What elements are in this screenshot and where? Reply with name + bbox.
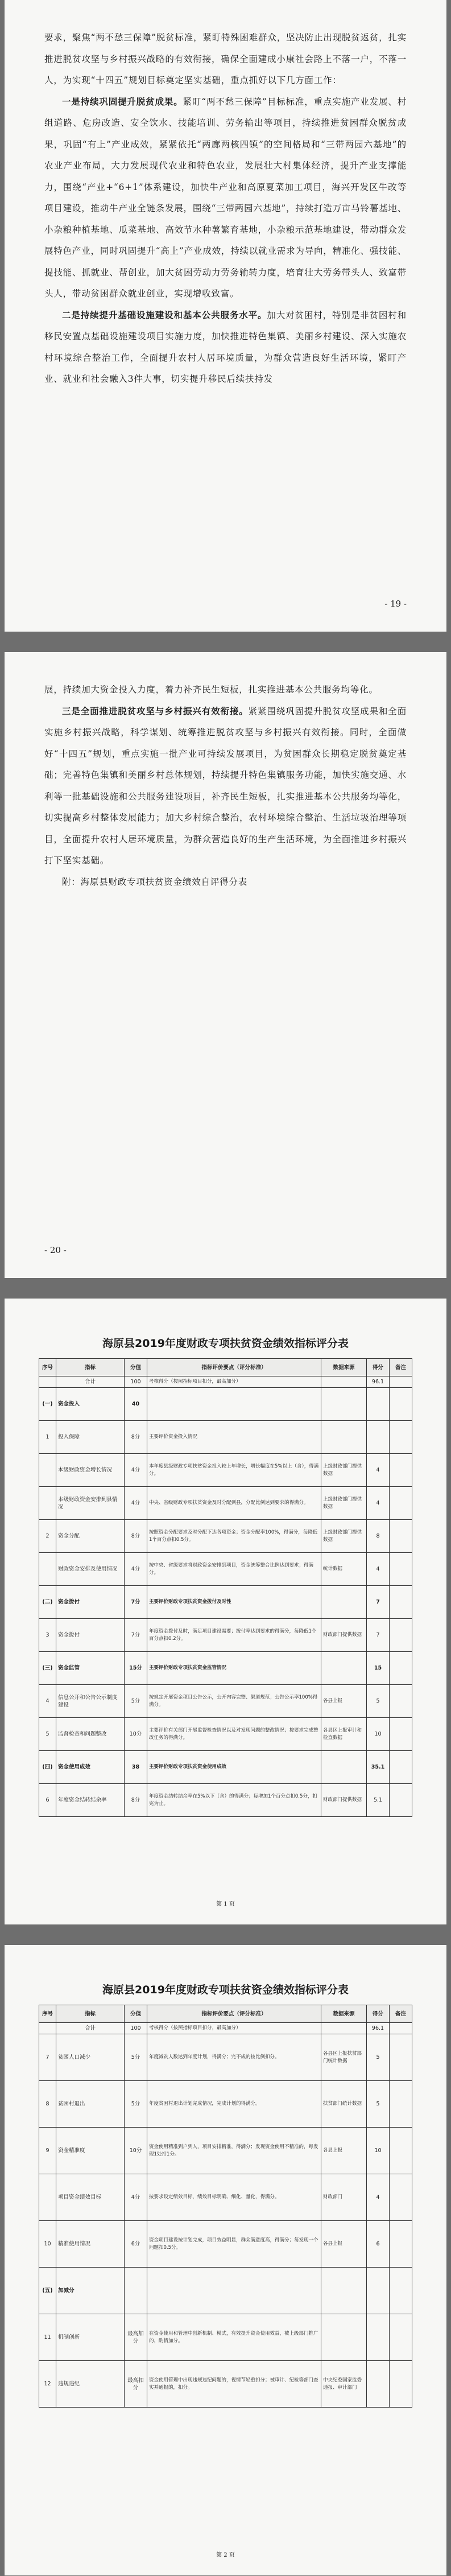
indicator-name: 资金分配 [56,1520,125,1553]
indicator-name: 年度资金结转结余率 [56,1784,125,1817]
score: 7 [367,1586,390,1619]
column-header: 序号 [39,1359,56,1376]
remark [390,1619,412,1652]
table-page-1 [5,1299,446,1924]
score: 7 [367,1619,390,1652]
indicator-name: 资金使用成效 [56,1751,125,1784]
table-row [39,2361,412,2408]
table-row [39,2081,412,2128]
table-row [39,2174,412,2221]
points [125,2268,147,2314]
score [367,2314,390,2361]
evaluation-criteria: 中央、省级财政专项扶贫资金及时分配到县，分配比例达到要求的得满分。 [147,1487,321,1520]
column-header: 分值 [125,1359,147,1376]
score [367,1421,390,1454]
data-source: 统计数据 [321,1553,367,1586]
row-number: 11 [39,2314,56,2361]
data-source [321,1421,367,1454]
table-title: 海原县2019年度财政专项扶贫资金绩效指标评分表 [102,1337,349,1350]
row-number [39,2174,56,2221]
total-points: 100 [125,2023,147,2034]
evaluation-criteria: 资金使用管理中出现违规违纪问题的，视情节轻重扣分；被审计、纪检等部门查实并通报的，扣分。 [147,2361,321,2408]
section-one-body: 紧盯“两不愁三保障”目标标准，重点实施产业发展、村组道路、危房改造、安全饮水、技能培训、劳务输出等项目，持续推进贫困群众脱贫成果，巩固“有上”产业成效，紧紧依托“两廊两核四镇”的空间格局和“三带两园六基地”的农业产业布局，大力发展现代农业和特色农业，发展壮大村集体经济，提升产业支撑能力，围绕“产业+“6+1”体系建设，加快牛产业和高原夏菜加工项目，海兴开发区牛改等项目建设，推动牛产业全链条发展，围绕“三带两园六基地”，持续打造万亩马铃薯基地、小杂粮种植基地、瓜菜基地、高效节水种薯繁育基地，小杂粮示范基地建设，带动群众发展特色产业，同时巩固提升“高上”产业成效，持续以就业需求为导向，精准化、强技能、提技能、抓就业、帮创业，加大贫困劳动力劳务输转力度，培育壮大劳务带头人、致富带头人，带动贫困群众就业创业，实现增收致富。 [44,96,407,299]
row-number: (三) [39,1652,56,1685]
table-header-row [39,2005,412,2023]
row-number: 2 [39,1520,56,1553]
evaluation-criteria: 本年度县级财政专项扶贫资金投入较上年增长，增长幅度在5%以上（含），得满分。 [147,1454,321,1487]
data-source: 各县上报 [321,2128,367,2174]
section-two-paragraph [44,305,407,390]
total-points: 100 [125,1376,147,1388]
data-source: 各县区上报扶贫部门统计数据 [321,2034,367,2081]
section-one-heading: 一是持续巩固提升脱贫成果。 [62,96,183,107]
remark [390,1388,412,1421]
points: 6分 [125,2221,147,2268]
remark [390,2361,412,2408]
indicator-name: 机制创新 [56,2314,125,2361]
evaluation-criteria: 按要求设定绩效目标，绩效目标明确、细化、量化，得满分。 [147,2174,321,2221]
points: 5分 [125,2034,147,2081]
indicator-name: 项目资金绩效目标 [56,2174,125,2221]
row-number: 1 [39,1421,56,1454]
column-header: 数据来源 [321,2005,367,2023]
points: 4分 [125,2174,147,2221]
remark [390,2221,412,2268]
table-row [39,1784,412,1817]
indicator-name: 违规违纪 [56,2361,125,2408]
data-source: 上级财政部门提供数据 [321,1454,367,1487]
row-number [39,1454,56,1487]
table-row [39,2221,412,2268]
data-source: 各县上报 [321,1685,367,1718]
group-row [39,1652,412,1685]
section-three-paragraph [44,701,407,872]
table-row [39,1487,412,1520]
score: 5.1 [367,1784,390,1817]
evaluation-criteria: 主要评价财政专项扶贫资金使用成效 [147,1751,321,1784]
score: 4 [367,1553,390,1586]
row-number [39,1487,56,1520]
points: 15分 [125,1652,147,1685]
remark [390,2314,412,2361]
indicator-name: 监督检查和问题整改 [56,1718,125,1751]
score: 15 [367,1652,390,1685]
row-number: 8 [39,2081,56,2128]
evaluation-criteria [147,2268,321,2314]
row-number: 4 [39,1685,56,1718]
row-number: (一) [39,1388,56,1421]
evaluation-criteria: 年度贫困村退出计划完成情况，完成计划的得满分。 [147,2081,321,2128]
total-row [39,2023,412,2034]
points: 8分 [125,1421,147,1454]
indicator-name: 加减分 [56,2268,125,2314]
points: 4分 [125,1553,147,1586]
table-row [39,1454,412,1487]
remark [390,2023,412,2034]
remark [390,1520,412,1553]
column-header: 得分 [367,1359,390,1376]
table-row [39,1718,412,1751]
evaluation-criteria: 资金使用精准到户到人，项目安排精准，得满分；发现资金使用不精准的，每发现1处扣1分。 [147,2128,321,2174]
indicator-name: 资金拨付 [56,1619,125,1652]
column-header: 备注 [390,1359,412,1376]
data-source: 各县区上报审计和检查数据 [321,1718,367,1751]
continued-paragraph: 展，持续加大资金投入力度，着力补齐民生短板，扎实推进基本公共服务均等化。 [44,685,378,695]
indicator-name: 资金拨付 [56,1586,125,1619]
indicator-name: 资金监管 [56,1652,125,1685]
row-number: 5 [39,1718,56,1751]
points: 最高扣分 [125,2361,147,2408]
remark [390,2268,412,2314]
row-number: 9 [39,2128,56,2174]
table-header-row [39,1359,412,1376]
table-row [39,1421,412,1454]
row-number: 10 [39,2221,56,2268]
column-header: 指标评价要点（评分标准） [147,2005,321,2023]
table-row [39,1553,412,1586]
score: 8 [367,1520,390,1553]
data-source: 财政部门提供数据 [321,1784,367,1817]
row-number: 7 [39,2034,56,2081]
remark [390,2174,412,2221]
data-source: 上级财政部门提供数据 [321,1487,367,1520]
total-description: 考核得分（按照指标项目扣分，最高加分） [147,2023,321,2034]
remark [390,1718,412,1751]
points: 最高加分 [125,2314,147,2361]
row-number: 3 [39,1619,56,1652]
section-two-body: 加大对贫困村，特别是非贫困村和移民安置点基础设施建设项目实施力度，加快推进特色集镇、美丽乡村建设、深入实施农村环境综合整治工作，全面提升农村人居环境质量，为群众营造良好生活环境，紧盯产业、就业和社会融入3件大事，切实提升移民后续扶持发 [44,310,407,384]
group-row [39,1388,412,1421]
indicator-name: 贫困村退出 [56,2081,125,2128]
score: 4 [367,1454,390,1487]
table-row [39,1685,412,1718]
remark [390,1553,412,1586]
evaluation-criteria: 主要评价财政专项扶贫资金监管情况 [147,1652,321,1685]
section-three-body: 紧紧围绕巩固提升脱贫攻坚成果和全面实施乡村振兴战略，科学谋划、统筹推进脱贫攻坚与乡村振兴有效衔接。同时，全面做好“十四五”规划，重点实施一批产业可持续发展项目，为贫困群众长期稳定脱贫奠定基础；完善特色集镇和美丽乡村总体规划，持续提升特色集镇服务功能，加快实施交通、水利等一批基础设施和公共服务建设项目，补齐民生短板，扎实推进基本公共服务均等化，切实提高乡村整体发展能力；加大乡村综合整治，农村环境综合整治、生活垃圾治理等项目，全面提升农村人居环境质量，为群众营造良好的生产生活环境，为全面推进乡村振兴打下坚实基础。 [44,706,407,865]
score-table [39,2005,412,2408]
total-label: 合计 [56,2023,125,2034]
score: 10 [367,1718,390,1751]
remark [390,2128,412,2174]
score: 5 [367,1685,390,1718]
indicator-name: 本级财政资金增长情况 [56,1454,125,1487]
points: 8分 [125,1784,147,1817]
points: 8分 [125,1520,147,1553]
evaluation-criteria: 主要评价资金投入情况 [147,1421,321,1454]
row-number [39,2023,56,2034]
data-source [321,2023,367,2034]
data-source: 财政部门提供数据 [321,1619,367,1652]
row-number: 6 [39,1784,56,1817]
row-number: (四) [39,1751,56,1784]
points: 5分 [125,1685,147,1718]
row-number: (二) [39,1586,56,1619]
points: 5分 [125,2081,147,2128]
remark [390,1751,412,1784]
group-row [39,1751,412,1784]
indicator-name: 资金投入 [56,1388,125,1421]
total-score: 96.1 [367,1376,390,1388]
score: 6 [367,2221,390,2268]
points: 40 [125,1388,147,1421]
evaluation-criteria: 按中央、省级要求将财政资金安排到项目，资金统筹整合比例达到要求；得满分。 [147,1553,321,1586]
score [367,2268,390,2314]
data-source [321,2314,367,2361]
remark [390,1586,412,1619]
data-source [321,1652,367,1685]
column-header: 备注 [390,2005,412,2023]
remark [390,1784,412,1817]
evaluation-criteria: 在资金使用和管理中创新机制、模式，有效提升资金使用效益，被上级部门推广的，酌情加分。 [147,2314,321,2361]
points: 38 [125,1751,147,1784]
total-label: 合计 [56,1376,125,1388]
column-header: 指标 [56,2005,125,2023]
page-number: - 19 - [384,599,407,609]
indicator-name: 精准使用情况 [56,2221,125,2268]
section-two-heading: 二是持续提升基础设施建设和基本公共服务水平。 [62,310,267,320]
total-row [39,1376,412,1388]
score: 4 [367,1487,390,1520]
indicator-name: 财政资金安排及使用情况 [56,1553,125,1586]
points: 7分 [125,1619,147,1652]
document-page-19 [5,0,446,632]
intro-paragraph: 要求，聚焦“两不愁三保障”脱贫标准，紧盯特殊困难群众，坚决防止出现脱贫返贫，扎实推进脱贫攻坚与乡村振兴战略的有效衔接，确保全面建成小康社会路上不落一户，不落一人，为实现“十四五”规划目标奠定坚实基础，重点抓好以下几方面工作： [44,32,407,85]
document-page-20 [5,652,446,1278]
table-row [39,1619,412,1652]
evaluation-criteria [147,1388,321,1421]
data-source: 扶贫部门统计数据 [321,2081,367,2128]
attachment-line: 附：海原县财政专项扶贫资金绩效自评得分表 [62,876,248,887]
score: 5 [367,2081,390,2128]
data-source [321,1388,367,1421]
table-page-footer: 第 1 页 [216,1901,235,1907]
remark [390,1685,412,1718]
evaluation-criteria: 年度资金结转结余率在5%以下（含）的得满分；每增加1个百分点扣0.5分，扣完为止。 [147,1784,321,1817]
data-source [321,1376,367,1388]
remark [390,2081,412,2128]
data-source: 上级财政部门提供数据 [321,1520,367,1553]
score [367,2361,390,2408]
points: 10分 [125,2128,147,2174]
data-source [321,1586,367,1619]
points: 7分 [125,1586,147,1619]
data-source [321,2268,367,2314]
table-row [39,2034,412,2081]
row-number [39,1376,56,1388]
row-number [39,1553,56,1586]
row-number: (五) [39,2268,56,2314]
indicator-name: 资金精准度 [56,2128,125,2174]
data-source [321,1751,367,1784]
table-row [39,2314,412,2361]
indicator-name: 投入保障 [56,1421,125,1454]
score [367,1388,390,1421]
score-table [39,1358,412,1817]
total-description: 考核得分（按照指标项目扣分，最高加分） [147,1376,321,1388]
data-source: 中央纪委国家监委通报、审计部门 [321,2361,367,2408]
table-page-2 [5,1945,446,2575]
remark [390,1421,412,1454]
evaluation-criteria: 主要评价有关部门开展监督检查情况以及对发现问题的整改情况；按要求完成整改任务的得满分。 [147,1718,321,1751]
table-row [39,2128,412,2174]
points: 10分 [125,1718,147,1751]
column-header: 指标评价要点（评分标准） [147,1359,321,1376]
column-header: 得分 [367,2005,390,2023]
evaluation-criteria: 年度资金拨付及时，满足项目建设需要；拨付率达到要求的得满分，每降低1个百分点扣0.2分。 [147,1619,321,1652]
data-source: 财政部门 [321,2174,367,2221]
points: 4分 [125,1487,147,1520]
column-header: 序号 [39,2005,56,2023]
score: 4 [367,2174,390,2221]
evaluation-criteria: 按照资金分配要求及时分配下达各项资金；资金分配率100%，得满分，每降低1个百分点扣0.5分。 [147,1520,321,1553]
remark [390,1376,412,1388]
row-number: 12 [39,2361,56,2408]
column-header: 分值 [125,2005,147,2023]
column-header: 指标 [56,1359,125,1376]
indicator-name: 本级财政资金安排到县情况 [56,1487,125,1520]
score: 10 [367,2128,390,2174]
table-row [39,1520,412,1553]
section-three-heading: 三是全面推进脱贫攻坚与乡村振兴有效衔接。 [62,706,249,716]
group-row [39,1586,412,1619]
indicator-name: 信息公开和公告公示制度建设 [56,1685,125,1718]
remark [390,1454,412,1487]
evaluation-criteria: 年度减贫人数达到年度计划，得满分；完不成的按比例扣分。 [147,2034,321,2081]
table-page-footer: 第 2 页 [216,2552,235,2558]
remark [390,2034,412,2081]
remark [390,1487,412,1520]
column-header: 数据来源 [321,1359,367,1376]
table-title: 海原县2019年度财政专项扶贫资金绩效指标评分表 [102,1984,349,1996]
indicator-name: 贫困人口减少 [56,2034,125,2081]
evaluation-criteria: 资金项目建设按计划完成，项目效益明显，群众满意度高，得满分；每发现一个问题扣0.5分。 [147,2221,321,2268]
data-source: 各县上报 [321,2221,367,2268]
score: 35.1 [367,1751,390,1784]
section-one-paragraph [44,92,407,305]
evaluation-criteria: 主要评价财政专项扶贫资金拨付及时性 [147,1586,321,1619]
score: 5 [367,2034,390,2081]
evaluation-criteria: 按规定开展资金项目公告公示，公开内容完整、渠道规范；公告公示率100%得满分。 [147,1685,321,1718]
remark [390,1652,412,1685]
points: 4分 [125,1454,147,1487]
group-row [39,2268,412,2314]
total-score: 96.1 [367,2023,390,2034]
page-number: - 20 - [44,1245,67,1255]
